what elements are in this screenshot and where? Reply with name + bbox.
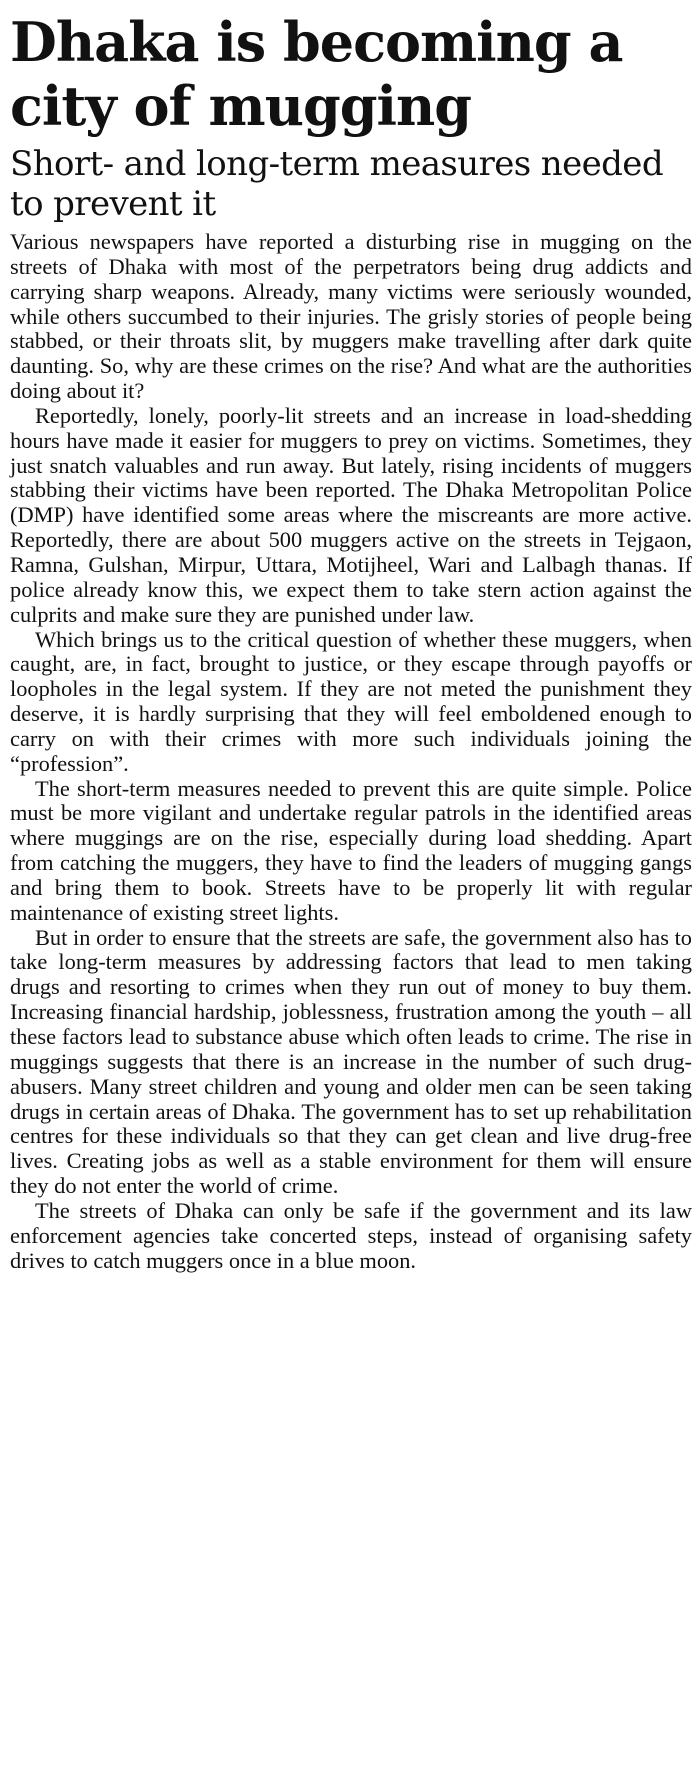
body-paragraph-6: The streets of Dhaka can only be safe if the government and its law enforcement agencies take concerted steps, instead of organising safety drives to catch muggers once in a blue moon. bbox=[10, 1197, 692, 1273]
body-paragraph-5: But in order to ensure that the streets are safe, the government also has to take long-term measures by addressing factors that lead to men taking drugs and resorting to crimes when they run out of money to buy them. Increasing financial hardship, joblessness, frustration among the youth – all these factors lead to substance abuse which often leads to crime. The rise in muggings suggests that there is an increase in the number of such drug-abusers. Many street children and young and older men can be seen taking drugs in certain areas of Dhaka. The government has to set up rehabilitation centres for these individuals so that they can get clean and live drug-free lives. Creating jobs as well as a stable environment for them will ensure they do not enter the world of crime. bbox=[10, 924, 692, 1199]
body-paragraph-1: Various newspapers have reported a disturbing rise in mugging on the streets of Dhaka with most of the perpetrators being drug addicts and carrying sharp weapons. Already, many victims were seriously wounded, while others succumbed to their injuries. The grisly stories of people being stabbed, or their throats slit, by muggers make travelling after dark quite daunting. So, why are these crimes on the rise? And what are the authorities doing about it? bbox=[10, 229, 692, 404]
body-paragraph-3: Which brings us to the critical question of whether these muggers, when caught, are, in fact, brought to justice, or they escape through payoffs or loopholes in the legal system. If they are not meted the punishment they deserve, it is hardly surprising that they will feel emboldened enough to carry on with their crimes with more such individuals joining the “profession”. bbox=[10, 626, 692, 776]
headline: Dhaka is becoming a city of mugging bbox=[10, 10, 623, 138]
body-paragraph-2: Reportedly, lonely, poorly-lit streets and an increase in load-shedding hours have made it easier for muggers to prey on victims. Sometimes, they just snatch valuables and run away. But lately, rising incidents of muggers stabbing their victims have been reported. The Dhaka Metropolitan Police (DMP) have identified some areas where the miscreants are more active. Reportedly, there are about 500 muggers active on the streets in Tejgaon, Ramna, Gulshan, Mirpur, Uttara, Motijheel, Wari and Lalbagh thanas. If police already know this, we expect them to take stern action against the culprits and make sure they are punished under law. bbox=[10, 402, 692, 627]
article-body bbox=[10, 230, 692, 1273]
body-paragraph-4: The short-term measures needed to prevent this are quite simple. Police must be more vigilant and undertake regular patrols in the identified areas where muggings are on the rise, especially during load shedding. Apart from catching the muggers, they have to find the leaders of mugging gangs and bring them to book. Streets have to be properly lit with regular maintenance of existing street lights. bbox=[10, 775, 692, 925]
subheadline: Short- and long-term measures needed to prevent it bbox=[10, 144, 663, 224]
